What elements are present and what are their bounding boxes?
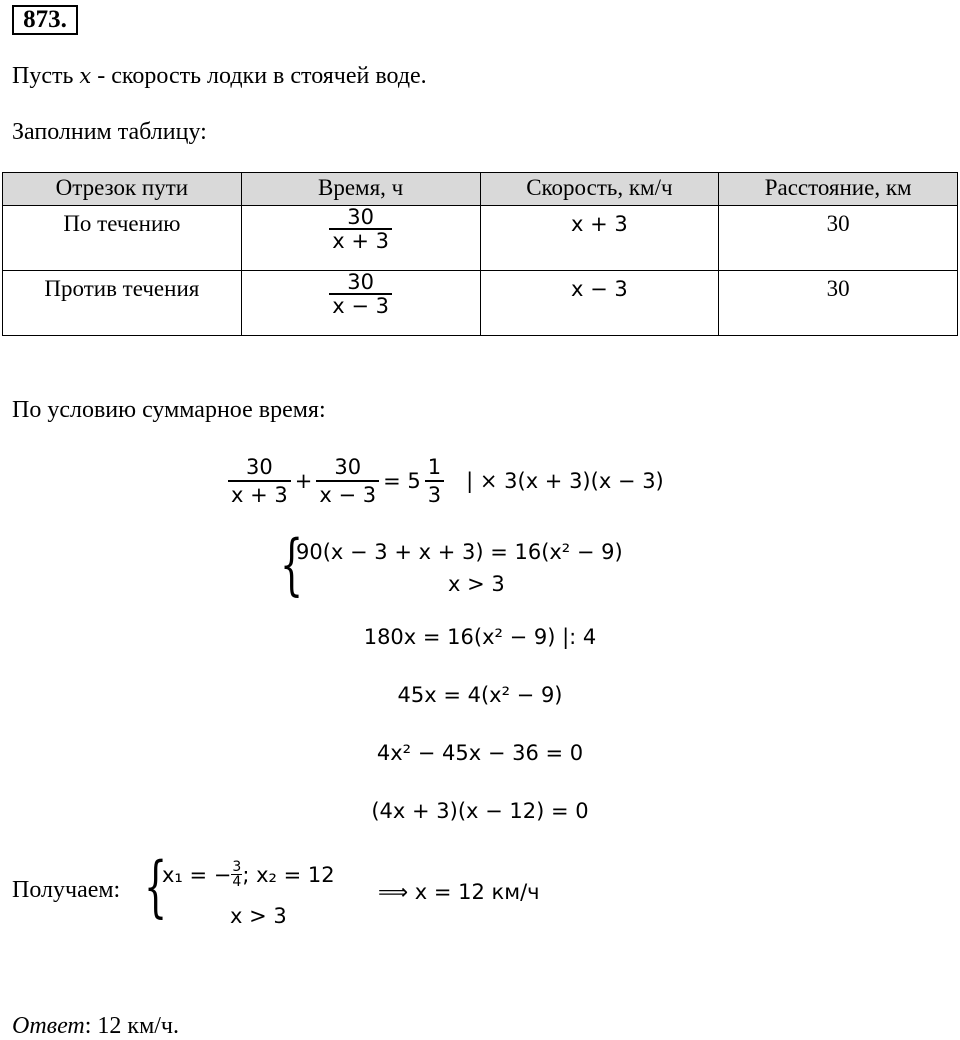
step-4: (4x + 3)(x − 12) = 0 — [371, 799, 589, 823]
data-table — [2, 172, 958, 336]
segment-label: По течению — [63, 211, 181, 236]
problem-number: 873. — [12, 5, 78, 35]
left-brace-icon: { — [144, 848, 168, 925]
mixed-denominator: 3 — [425, 480, 444, 508]
x2-value: ; x₂ = 12 — [242, 862, 335, 887]
cell-speed — [480, 206, 719, 271]
fraction-2-denominator: x − 3 — [316, 480, 379, 508]
distance-value: 30 — [826, 211, 850, 236]
cell-distance — [719, 271, 958, 336]
answer-value: : 12 км/ч. — [84, 1013, 180, 1039]
table-header-speed: Скорость, км/ч — [480, 173, 719, 206]
table-row — [3, 206, 958, 271]
x1-lhs: x₁ = − — [162, 862, 232, 887]
cell-distance — [719, 206, 958, 271]
x1-fraction — [231, 860, 242, 889]
system-1 — [280, 526, 700, 603]
x1-numerator: 3 — [232, 859, 242, 875]
table-header-segment: Отрезок пути — [3, 173, 242, 206]
time-fraction — [329, 271, 392, 317]
condition-text: По условию суммарное время: — [12, 397, 326, 423]
fraction-1-denominator: x + 3 — [228, 480, 291, 508]
fraction-1-numerator: 30 — [246, 455, 273, 479]
intro-variable: x — [79, 64, 92, 88]
segment-label: Против течения — [44, 276, 200, 301]
result-roots — [162, 860, 335, 889]
system-1-line-1: 90(x − 3 + x + 3) = 16(x² − 9) — [296, 540, 623, 564]
left-brace-icon: { — [280, 526, 304, 603]
answer-line — [12, 1012, 179, 1040]
time-fraction — [329, 206, 392, 252]
fill-table-text: Заполним таблицу: — [12, 119, 207, 145]
system-1-line-2: x > 3 — [448, 572, 505, 596]
table-header-time: Время, ч — [241, 173, 480, 206]
cell-segment — [3, 271, 242, 336]
step-3: 4x² − 45x − 36 = 0 — [376, 741, 584, 765]
speed-value: x − 3 — [571, 277, 628, 301]
table-header-distance: Расстояние, км — [719, 173, 958, 206]
time-denominator: x + 3 — [329, 228, 392, 252]
fraction-2 — [316, 454, 379, 508]
cell-speed — [480, 271, 719, 336]
time-numerator: 30 — [347, 205, 374, 229]
mixed-fraction — [425, 454, 444, 508]
x1-denominator: 4 — [232, 874, 242, 890]
cell-time — [241, 206, 480, 271]
time-denominator: x − 3 — [329, 293, 392, 317]
fraction-1 — [228, 454, 291, 508]
time-numerator: 30 — [347, 270, 374, 294]
mixed-numerator: 1 — [427, 455, 442, 479]
intro-after: - скорость лодки в стоячей воде. — [91, 63, 427, 89]
cell-segment — [3, 206, 242, 271]
intro-before: Пусть — [12, 63, 80, 89]
distance-value: 30 — [826, 276, 850, 301]
cell-time — [241, 271, 480, 336]
multiplier: | × 3(x + 3)(x − 3) — [466, 469, 664, 493]
equals-five: = 5 — [383, 469, 421, 493]
table-row — [3, 271, 958, 336]
plus-sign: + — [294, 469, 313, 493]
table-header-row — [3, 173, 958, 206]
intro-line — [12, 62, 427, 90]
main-equation — [228, 448, 664, 514]
answer-label: Ответ — [12, 1013, 85, 1039]
fraction-2-numerator: 30 — [334, 455, 362, 479]
result-system — [144, 848, 604, 932]
step-2: 45x = 4(x² − 9) — [397, 683, 563, 707]
step-1: 180x = 16(x² − 9) |: 4 — [363, 625, 597, 649]
result-condition: x > 3 — [230, 904, 287, 928]
speed-value: x + 3 — [571, 212, 628, 236]
result-implies: ⟹ x = 12 км/ч — [378, 880, 540, 904]
result-label: Получаем: — [12, 877, 121, 903]
